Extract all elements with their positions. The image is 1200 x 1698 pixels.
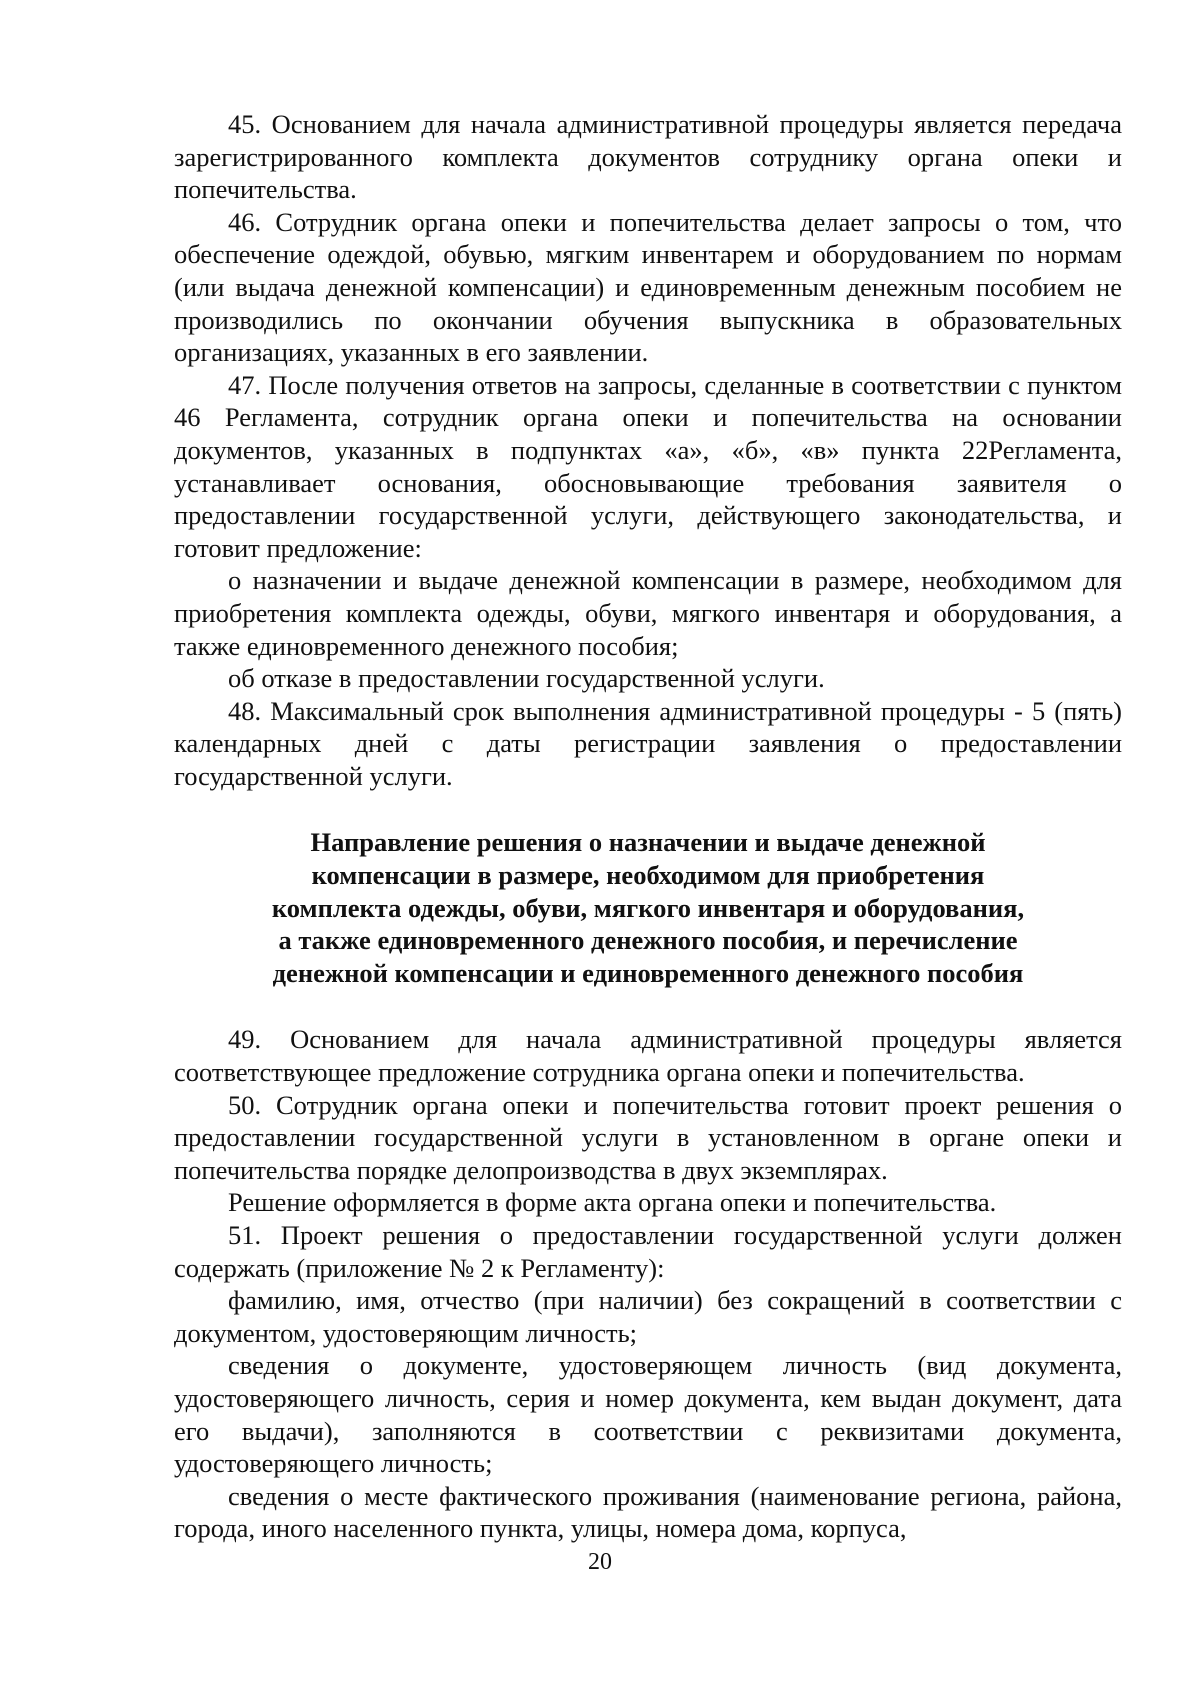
section-heading-line: денежной компенсации и единовременного денежного пособия: [272, 957, 1024, 988]
paragraph-48: 48. Максимальный срок выполнения административной процедуры - 5 (пять) календарных дней с даты регистрации заявления о предоставлении государственной услуги.: [174, 695, 1122, 791]
page-number: 20: [588, 1549, 612, 1575]
paragraph-51-residence: сведения о месте фактического проживания (наименование региона, района, города, иного населенного пункта, улицы, номера дома, корпуса,: [174, 1480, 1122, 1544]
paragraph-47-option-refuse: об отказе в предоставлении государственной услуги.: [228, 663, 825, 694]
paragraph-45: 45. Основанием для начала административной процедуры является передача зарегистрированного комплекта документов сотруднику органа опеки и попечительства.: [174, 109, 1122, 205]
section-heading-line: а также единовременного денежного пособия, и перечисление: [278, 925, 1018, 956]
section-heading-line: компенсации в размере, необходимом для приобретения: [311, 860, 985, 891]
paragraph-49: 49. Основанием для начала административной процедуры является соответствующее предложение сотрудника органа опеки и попечительства.: [174, 1024, 1122, 1088]
paragraph-47-option-grant: о назначении и выдаче денежной компенсации в размере, необходимом для приобретения комплекта одежды, обуви, мягкого инвентаря и оборудования, а также единовременного денежного пособия;: [174, 565, 1122, 661]
paragraph-46: 46. Сотрудник органа опеки и попечительства делает запросы о том, что обеспечение одеждой, обувью, мягким инвентарем и оборудованием по нормам (или выдача денежной компенсации) и единовременным денежным пособием не производились по окончании обучения выпускника в образовательных организациях, указанных в его заявлении.: [174, 206, 1122, 368]
paragraph-decision-form: Решение оформляется в форме акта органа опеки и попечительства.: [228, 1187, 997, 1218]
section-heading-line: Направление решения о назначении и выдаче денежной: [310, 827, 986, 858]
paragraph-47: 47. После получения ответов на запросы, сделанные в соответствии с пунктом 46 Регламента, сотрудник органа опеки и попечительства на основании документов, указанных в подпунктах «а», «б», «в» пункта 22Регламента, устанавливает основания, обосновывающие требования заявителя о предоставлении государственной услуги, действующего законодательства, и готовит предложение:: [174, 369, 1122, 563]
paragraph-51-id-document: сведения о документе, удостоверяющем личность (вид документа, удостоверяющего личность, серия и номер документа, кем выдан документ, дата его выдачи), заполняются в соответствии с реквизитами документа, удостоверяющего личность;: [174, 1350, 1122, 1479]
section-heading-line: комплекта одежды, обуви, мягкого инвентаря и оборудования,: [271, 892, 1025, 923]
section-heading: [174, 826, 1122, 989]
paragraph-50: 50. Сотрудник органа опеки и попечительства готовит проект решения о предоставлении государственной услуги в установленном в органе опеки и попечительства порядке делопроизводства в двух экземплярах.: [174, 1089, 1122, 1185]
document-page: [174, 108, 1122, 1545]
paragraph-51: 51. Проект решения о предоставлении государственной услуги должен содержать (приложение № 2 к Регламенту):: [174, 1220, 1122, 1283]
paragraph-51-full-name: фамилию, имя, отчество (при наличии) без сокращений в соответствии с документом, удостоверяющим личность;: [174, 1285, 1122, 1348]
